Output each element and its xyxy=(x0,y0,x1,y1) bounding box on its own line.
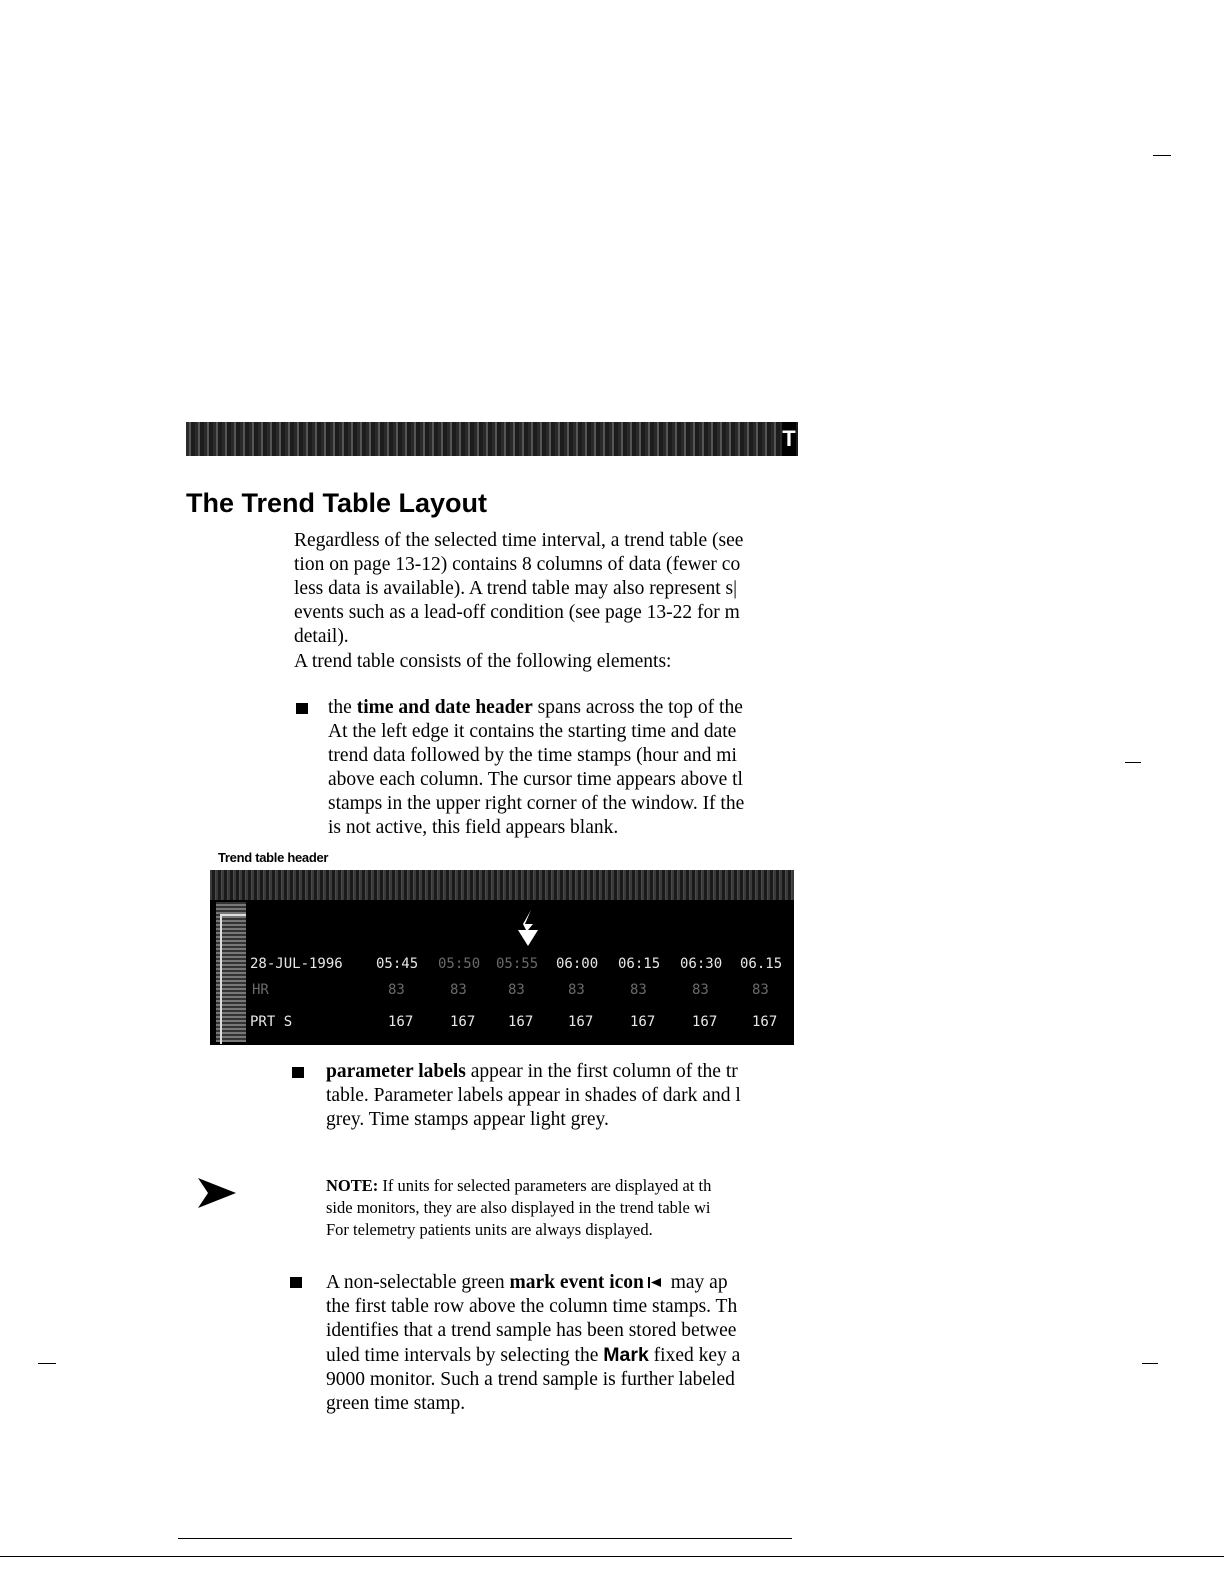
page-bottom-rule xyxy=(0,1556,1224,1557)
bullet-mark-event-icon xyxy=(326,1271,800,1416)
bullet-line: stamps in the upper right corner of the window. If the xyxy=(328,793,745,814)
intro-line: Regardless of the selected time interval, a trend table (see xyxy=(294,530,744,551)
parameter-label: HR xyxy=(252,982,269,998)
parameter-value: 83 xyxy=(508,982,525,998)
bullet-line: table. Parameter labels appear in shades of dark and l xyxy=(326,1085,741,1106)
bullet-line: grey. Time stamps appear light grey. xyxy=(326,1109,609,1130)
note-line: side monitors, they are also displayed in the trend table wi xyxy=(326,1198,711,1217)
bullet-line: trend data followed by the time stamps (hour and mi xyxy=(328,745,737,766)
bullet-bold-term: mark event icon xyxy=(509,1272,644,1293)
bullet-line: At the left edge it contains the starting time and date xyxy=(328,721,737,742)
screen-title-bar xyxy=(210,870,794,900)
parameter-value: 167 xyxy=(630,1014,656,1030)
parameter-value: 83 xyxy=(388,982,405,998)
bullet-icon xyxy=(296,703,308,714)
parameter-label: PRT S xyxy=(250,1014,293,1030)
parameter-value: 83 xyxy=(630,982,647,998)
parameter-value: 167 xyxy=(508,1014,534,1030)
bullet-parameter-labels xyxy=(326,1060,800,1132)
bullet-pre: uled time intervals by selecting the xyxy=(326,1345,604,1366)
time-stamp: 05:50 xyxy=(438,956,481,972)
time-stamp: 06.15 xyxy=(740,956,783,972)
bullet-icon xyxy=(292,1067,304,1078)
note-text: If units for selected parameters are displayed at th xyxy=(378,1176,712,1195)
time-stamp: 05:55 xyxy=(496,956,539,972)
bullet-icon xyxy=(290,1277,302,1288)
bullet-post: fixed key a xyxy=(648,1345,741,1366)
parameter-value: 83 xyxy=(692,982,709,998)
margin-mark xyxy=(1153,155,1171,156)
note-block xyxy=(326,1175,796,1241)
bullet-line: 9000 monitor. Such a trend sample is further labeled xyxy=(326,1369,735,1390)
banner-letter: T xyxy=(782,422,796,456)
parameter-row xyxy=(210,982,794,1004)
parameter-value: 167 xyxy=(568,1014,594,1030)
intro-line: less data is available). A trend table may also represent s| xyxy=(294,578,738,599)
margin-mark xyxy=(1125,762,1141,763)
cursor-arrow-icon xyxy=(513,908,543,948)
bullet-post: appear in the first column of the tr xyxy=(465,1061,738,1082)
bullet-line: above each column. The cursor time appears above tl xyxy=(328,769,743,790)
note-line: For telemetry patients units are always displayed. xyxy=(326,1220,653,1239)
mark-event-icon xyxy=(648,1277,662,1288)
bullet-pre: the xyxy=(328,697,357,718)
bullet-time-date-header xyxy=(328,696,808,840)
time-stamp: 05:45 xyxy=(376,956,419,972)
mark-key-name: Mark xyxy=(603,1344,649,1366)
bullet-bold-term: time and date header xyxy=(356,697,533,718)
parameter-value: 167 xyxy=(450,1014,476,1030)
elements-intro: A trend table consists of the following elements: xyxy=(294,651,672,672)
time-stamp: 06:15 xyxy=(618,956,661,972)
parameter-value: 83 xyxy=(752,982,769,998)
note-label: NOTE: xyxy=(326,1176,379,1195)
start-date: 28-JUL-1996 xyxy=(250,956,343,972)
intro-paragraph xyxy=(294,529,814,649)
bullet-bold-term: parameter labels xyxy=(326,1061,466,1082)
intro-line: tion on page 13-12) contains 8 columns of data (fewer co xyxy=(294,554,741,575)
section-title: The Trend Table Layout xyxy=(186,488,488,518)
bullet-line: green time stamp. xyxy=(326,1393,466,1414)
time-stamp: 06:00 xyxy=(556,956,599,972)
bullet-pre: A non-selectable green xyxy=(326,1272,510,1293)
parameter-value: 83 xyxy=(450,982,467,998)
bullet-post: may ap xyxy=(665,1272,728,1293)
parameter-value: 83 xyxy=(568,982,585,998)
figure-label: Trend table header xyxy=(218,850,329,865)
parameter-value: 167 xyxy=(752,1014,778,1030)
intro-line: events such as a lead-off condition (see page 13-22 for m xyxy=(294,602,740,623)
parameter-value: 167 xyxy=(388,1014,414,1030)
parameter-value: 167 xyxy=(692,1014,718,1030)
margin-mark xyxy=(38,1363,56,1364)
footer-rule xyxy=(178,1538,792,1539)
section-banner xyxy=(186,422,798,456)
time-stamp: 06:30 xyxy=(680,956,723,972)
time-date-header-row xyxy=(210,956,794,978)
parameter-row xyxy=(210,1014,794,1036)
bullet-line: identifies that a trend sample has been stored betwee xyxy=(326,1320,737,1341)
trend-table-screenshot xyxy=(210,870,794,1045)
bullet-line: the first table row above the column time stamps. Th xyxy=(326,1296,738,1317)
bullet-line: is not active, this field appears blank. xyxy=(328,817,619,838)
note-arrow-icon xyxy=(196,1176,238,1210)
margin-mark xyxy=(1142,1363,1158,1364)
bullet-post: spans across the top of the xyxy=(532,697,743,718)
intro-line: detail). xyxy=(294,626,349,647)
